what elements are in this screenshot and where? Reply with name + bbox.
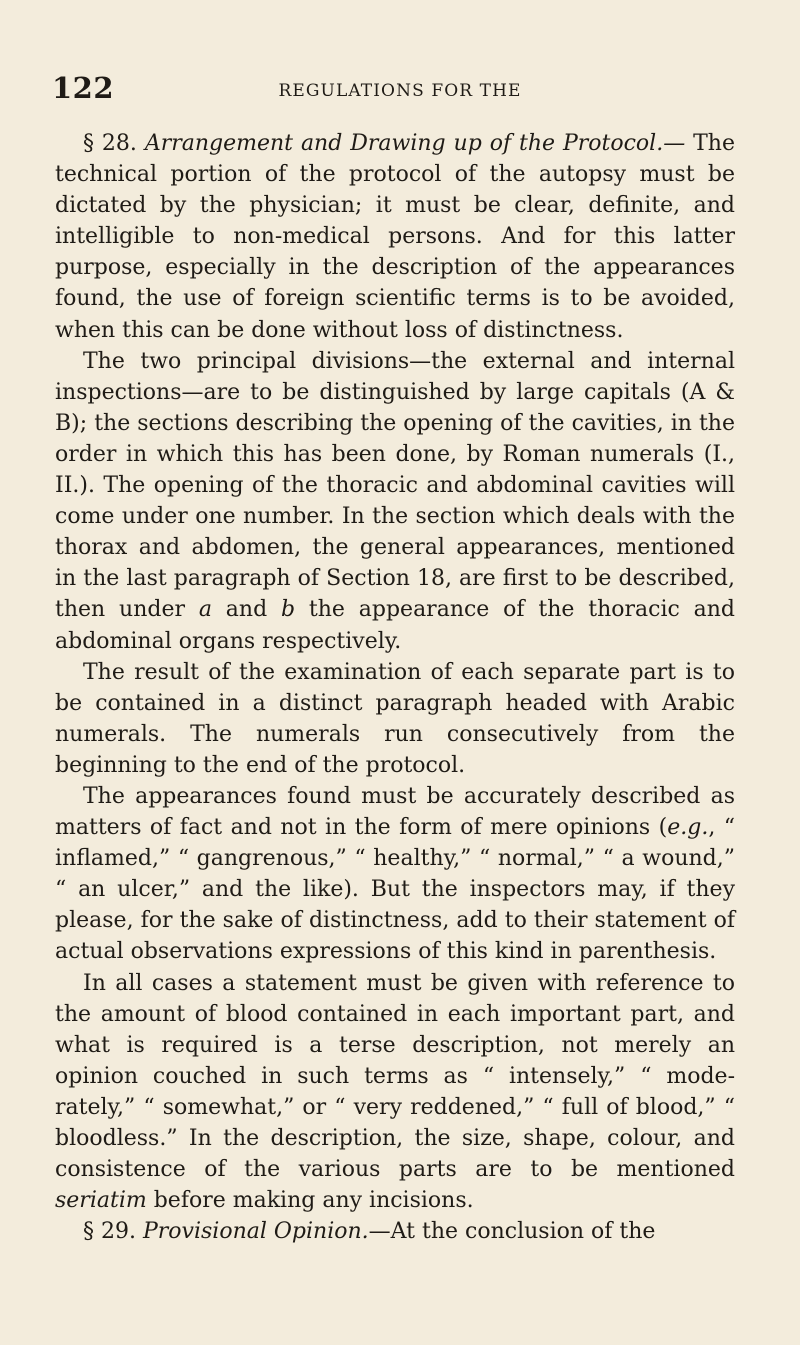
section-29-paragraph: [55, 1216, 735, 1247]
section-28-paragraph-4-eg: e.g.: [667, 815, 709, 841]
section-28-paragraph-5-lead: In all cases a statement must be given with reference to the amount of blood contained in each important part, and what is required is a terse description, not merely an opinion couched in such terms as “ intensely,” “ moderately,” “ somewhat,” or “ very reddened,” “ full of blood,” “ bloodless.” In the description, the size, shape, colour, and consistence of the various parts are to be mentioned: [55, 970, 735, 1183]
section-28-paragraph-2-and: and: [211, 597, 281, 623]
running-header-title: REGULATIONS FOR THE: [278, 81, 522, 101]
section-28-paragraph-2-letter-b: b: [280, 597, 296, 623]
section-29-heading: Provisional Opinion.: [142, 1219, 369, 1245]
section-28-paragraph-4-text: , “ inflamed,” “ gangrenous,” “ healthy,” “ normal,” “ a wound,” “ an ulcer,” and the like). But the inspectors may, if they please, for the sake of distinctness, add to their statement of actual observations expressions of this kind in parenthesis.: [55, 815, 735, 965]
section-28-paragraph-5-tail: before making any incisions.: [146, 1188, 474, 1214]
section-29-text: —At the conclusion of the: [368, 1219, 656, 1245]
body-text: [55, 128, 735, 1247]
section-28-paragraph-1: [55, 128, 735, 346]
section-28-paragraph-2-tail: the appearance of the thoracic and abdominal organs respectively.: [55, 597, 735, 654]
section-28-heading: Arrangement and Drawing up of the Protocol.—: [144, 131, 686, 156]
section-28-paragraph-4-lead: The appearances found must be accurately described as matters of fact and not in the form of mere opinions (: [55, 783, 735, 841]
section-28-paragraph-4: [55, 781, 735, 968]
section-28-number: § 28.: [83, 131, 137, 156]
page-number: 122: [52, 71, 115, 105]
section-28-paragraph-1-text: The technical portion of the protocol of the autopsy must be dictated by the physician; it must be clear, definite, and intelligible to non-medical persons. And for this latter purpose, especially in the description of the appearances found, the use of foreign scientific terms is to be avoided, when this can be done without loss of distinctness.: [55, 131, 735, 343]
section-28-paragraph-5: [55, 968, 735, 1217]
section-28-paragraph-2: [55, 346, 735, 657]
section-28-paragraph-2-letter-a: a: [198, 597, 212, 623]
section-28-paragraph-2-text: The two principal divisions—the external and internal inspections—are to be distinguished by large capitals (A & B); the sections describing the opening of the cavities, in the order in which this has been done, by Roman numerals (I., II.). The opening of the thoracic and abdominal cavities will come under one number. In the section which deals with the thorax and abdomen, the general appearances, mentioned in the last paragraph of Section 18, are first to be described, then under: [55, 348, 735, 623]
section-29-number: § 29.: [83, 1219, 136, 1245]
running-head: [52, 71, 748, 114]
section-28-paragraph-5-seriatim: seriatim: [55, 1188, 147, 1214]
section-28-paragraph-3: The result of the examination of each separate part is to be contained in a distinct paragraph headed with Arabic numerals. The numerals run consecutively from the beginning to the end of the protocol.: [55, 659, 735, 778]
